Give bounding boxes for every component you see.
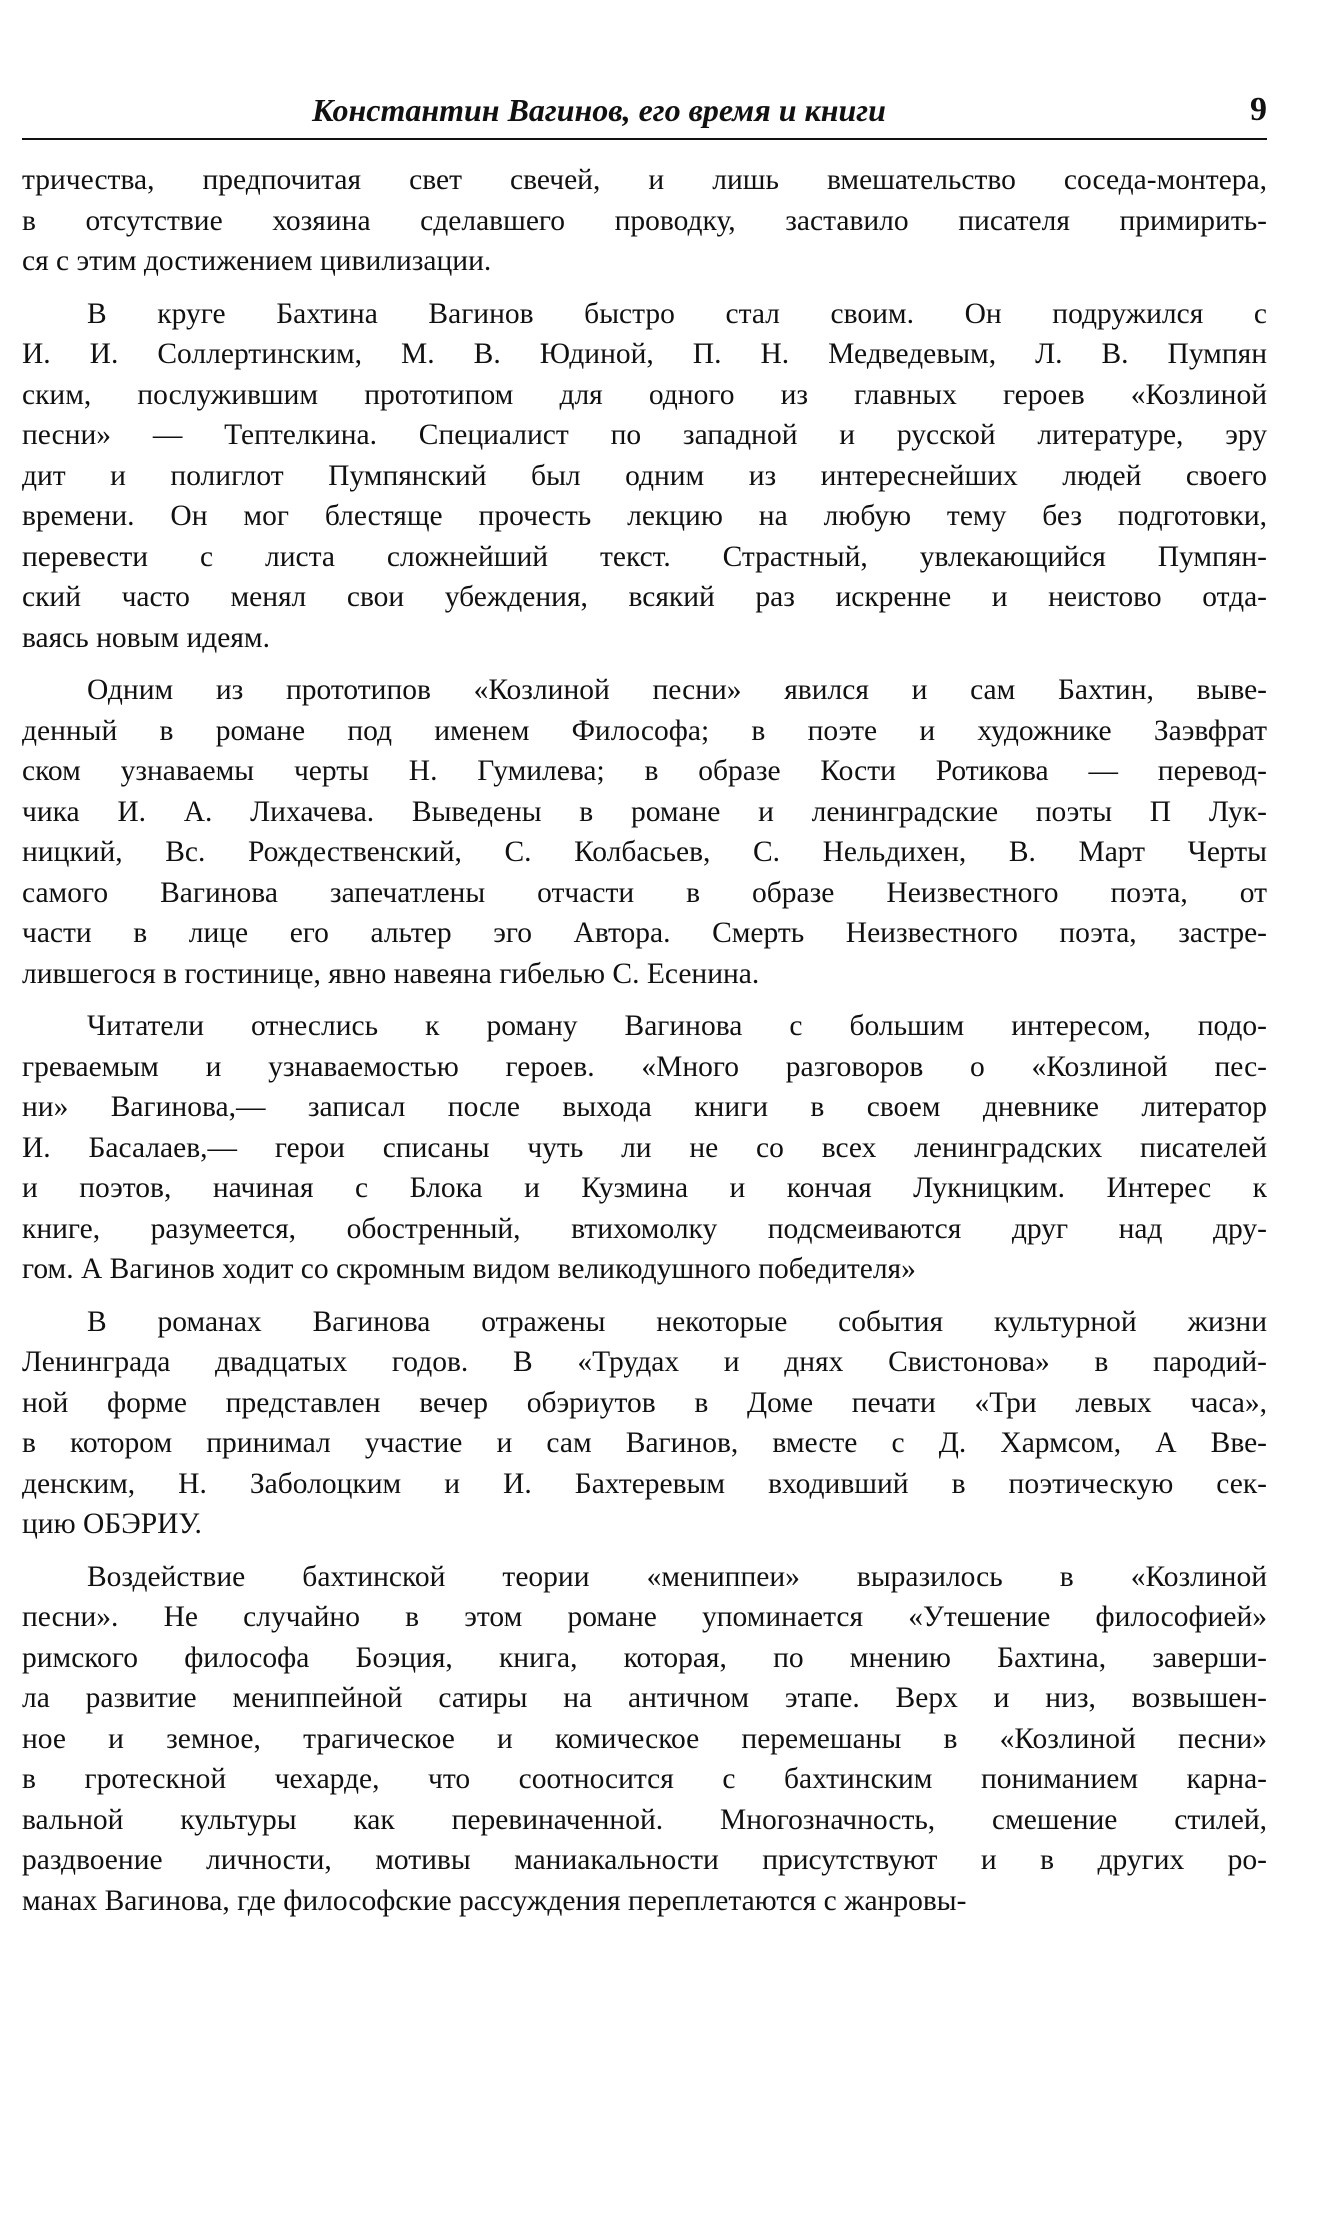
- text-line: В круге Бахтина Вагинов быстро стал своим. Он подружился с: [87, 297, 1267, 330]
- text-line: денный в романе под именем Философа; в поэте и художнике Заэвфрат: [22, 714, 1267, 747]
- text-line: времени. Он мог блестяще прочесть лекцию на любую тему без подготовки,: [22, 500, 1267, 532]
- text-line: ским, послужившим прототипом для одного из главных героев «Козлиной: [22, 378, 1267, 411]
- text-line: в гротескной чехарде, что соотносится с бахтинским пониманием карна-: [22, 1763, 1267, 1795]
- text-line: в отсутствие хозяина сделавшего проводку, заставило писателя примирить-: [22, 204, 1267, 237]
- text-line: ский часто менял свои убеждения, всякий раз искренне и неистово отда-: [22, 581, 1267, 613]
- text-line: ницкий, Вс. Рождественский, С. Колбасьев, С. Нельдихен, В. Март Черты: [22, 836, 1267, 868]
- text-line: В романах Вагинова отражены некоторые события культурной жизни: [87, 1305, 1267, 1338]
- text-line: песни». Не случайно в этом романе упоминается «Утешение философией»: [22, 1601, 1267, 1633]
- text-line: ни» Вагинова,— записал после выхода книги в своем дневнике литератор: [22, 1091, 1267, 1123]
- text-line: и поэтов, начиная с Блока и Кузмина и кончая Лукницким. Интерес к: [22, 1172, 1267, 1204]
- text-line: части в лице его альтер эго Автора. Смерть Неизвестного поэта, застре-: [22, 917, 1267, 949]
- body-text: [22, 160, 1267, 1933]
- text-line: Воздействие бахтинской теории «мениппеи» выразилось в «Козлиной: [87, 1560, 1267, 1593]
- text-line: перевести с листа сложнейший текст. Страстный, увлекающийся Пумпян-: [22, 540, 1267, 573]
- text-line: греваемым и узнаваемостью героев. «Много разговоров о «Козлиной пес-: [22, 1050, 1267, 1083]
- text-line: ся с этим достижением цивилизации.: [22, 245, 492, 277]
- text-line: книге, разумеется, обостренный, втихомолку подсмеиваются друг над дру-: [22, 1212, 1267, 1245]
- text-line: ное и земное, трагическое и комическое перемешаны в «Козлиной песни»: [22, 1722, 1267, 1755]
- text-line: цию ОБЭРИУ.: [22, 1508, 202, 1540]
- text-line: лившегося в гостинице, явно навеяна гибелью С. Есенина.: [22, 957, 760, 990]
- text-line: манах Вагинова, где философские рассуждения переплетаются с жанровы-: [22, 1884, 967, 1917]
- paragraph: [22, 294, 1267, 659]
- paragraph: [22, 1006, 1267, 1290]
- text-line: песни» — Тептелкина. Специалист по западной и русской литературе, эру: [22, 419, 1267, 451]
- running-header: [22, 88, 1267, 140]
- paragraph: [22, 160, 1267, 282]
- text-line: тричества, предпочитая свет свечей, и лишь вмешательство соседа-монтера,: [22, 164, 1267, 196]
- text-line: ла развитие мениппейной сатиры на античном этапе. Верх и низ, возвышен-: [22, 1682, 1267, 1714]
- text-line: Одним из прототипов «Козлиной песни» явился и сам Бахтин, выве-: [87, 674, 1267, 706]
- text-line: чика И. А. Лихачева. Выведены в романе и ленинградские поэты П Лук-: [22, 795, 1267, 828]
- text-line: ском узнаваемы черты Н. Гумилева; в образе Кости Ротикова — перевод-: [22, 755, 1267, 787]
- text-line: ваясь новым идеям.: [22, 621, 270, 654]
- text-line: раздвоение личности, мотивы маниакальности присутствуют и в других ро-: [22, 1844, 1267, 1876]
- paragraph: [22, 1557, 1267, 1922]
- text-line: вальной культуры как перевиначенной. Многозначность, смешение стилей,: [22, 1803, 1267, 1836]
- text-line: римского философа Боэция, книга, которая, по мнению Бахтина, заверши-: [22, 1641, 1267, 1674]
- text-line: в котором принимал участие и сам Вагинов, вместе с Д. Хармсом, А Вве-: [22, 1427, 1267, 1459]
- paragraph: [22, 670, 1267, 994]
- text-line: гом. А Вагинов ходит со скромным видом великодушного победителя»: [22, 1253, 916, 1285]
- text-line: ной форме представлен вечер обэриутов в Доме печати «Три левых часа»,: [22, 1386, 1267, 1419]
- text-line: самого Вагинова запечатлены отчасти в образе Неизвестного поэта, от: [22, 876, 1267, 909]
- text-line: Читатели отнеслись к роману Вагинова с большим интересом, подо-: [87, 1010, 1267, 1042]
- text-line: И. Басалаев,— герои списаны чуть ли не со всех ленинградских писателей: [22, 1131, 1267, 1164]
- text-line: Ленинграда двадцатых годов. В «Трудах и днях Свистонова» в пародий-: [22, 1346, 1267, 1378]
- page-number: 9: [1250, 91, 1267, 128]
- text-line: И. И. Соллертинским, М. В. Юдиной, П. Н. Медведевым, Л. В. Пумпян: [22, 338, 1267, 370]
- running-title: Константин Вагинов, его время и книги: [312, 92, 886, 128]
- paragraph: [22, 1302, 1267, 1545]
- text-line: дит и полиглот Пумпянский был одним из интереснейших людей своего: [22, 459, 1267, 492]
- text-line: денским, Н. Заболоцким и И. Бахтеревым входивший в поэтическую сек-: [22, 1467, 1267, 1500]
